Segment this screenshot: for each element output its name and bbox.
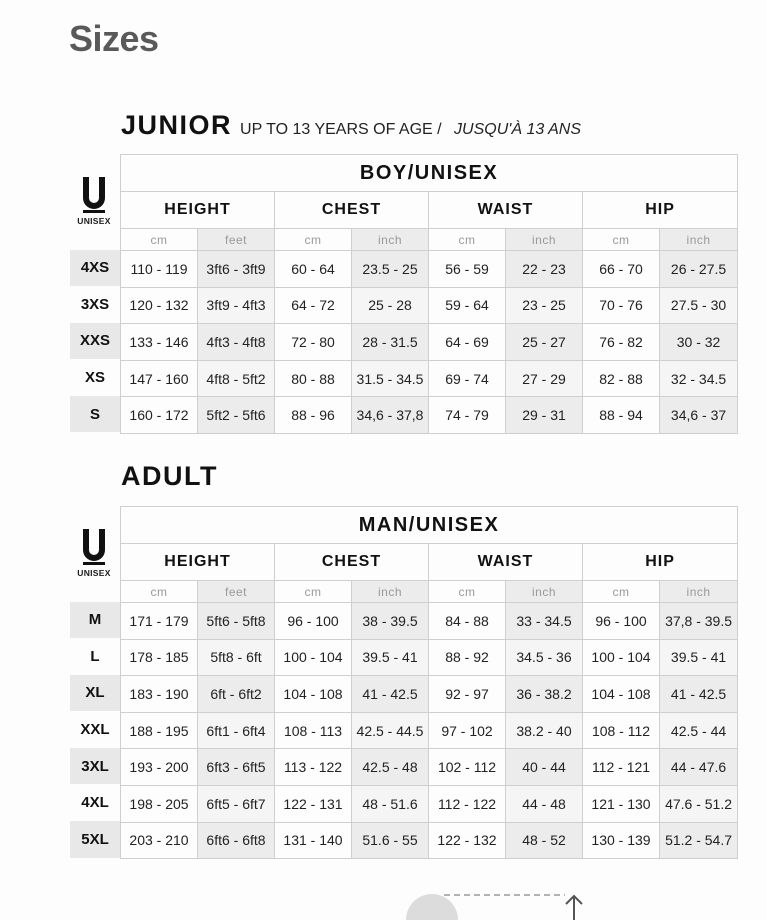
table-cell: 131 - 140 [275,822,352,859]
table-cell: 64 - 69 [429,324,506,361]
table-cell: 6ft1 - 6ft4 [198,712,275,749]
height-header: HEIGHT [121,192,275,229]
junior-size-table [120,154,738,434]
table-cell: 69 - 74 [429,360,506,397]
table-cell: 74 - 79 [429,397,506,434]
table-row [121,712,738,749]
table-row [121,603,738,640]
unisex-logo-junior [70,176,118,226]
table-cell: 183 - 190 [121,676,198,713]
table-cell: 178 - 185 [121,639,198,676]
table-cell: 38 - 39.5 [352,603,429,640]
table-cell: 33 - 34.5 [506,603,583,640]
table-cell: 64 - 72 [275,287,352,324]
hip-header: HIP [583,192,738,229]
adult-group-header: MAN/UNISEX [121,507,738,544]
table-cell: 122 - 131 [275,785,352,822]
table-cell: 56 - 59 [429,251,506,288]
unisex-logo-text: UNISEX [77,216,111,226]
table-cell: 6ft6 - 6ft8 [198,822,275,859]
unit-inch: inch [506,581,583,603]
table-cell: 122 - 132 [429,822,506,859]
table-cell: 88 - 96 [275,397,352,434]
table-cell: 60 - 64 [275,251,352,288]
table-cell: 25 - 28 [352,287,429,324]
table-cell: 31.5 - 34.5 [352,360,429,397]
table-cell: 27.5 - 30 [660,287,738,324]
table-cell: 198 - 205 [121,785,198,822]
waist-header: WAIST [429,544,583,581]
table-row [121,822,738,859]
unit-inch: inch [352,229,429,251]
size-label: 3XS [70,286,120,323]
table-cell: 88 - 92 [429,639,506,676]
size-label: XXL [70,711,120,748]
table-cell: 96 - 100 [275,603,352,640]
unisex-u-icon [80,528,108,566]
table-row [121,324,738,361]
size-label: 4XL [70,784,120,821]
table-cell: 112 - 121 [583,749,660,786]
table-cell: 5ft8 - 6ft [198,639,275,676]
table-cell: 121 - 130 [583,785,660,822]
unit-inch: inch [352,581,429,603]
unit-feet: feet [198,229,275,251]
table-cell: 171 - 179 [121,603,198,640]
size-label: L [70,638,120,675]
table-cell: 27 - 29 [506,360,583,397]
junior-size-column [70,250,120,433]
table-cell: 188 - 195 [121,712,198,749]
table-cell: 3ft6 - 3ft9 [198,251,275,288]
table-cell: 4ft3 - 4ft8 [198,324,275,361]
table-cell: 51.2 - 54.7 [660,822,738,859]
table-cell: 25 - 27 [506,324,583,361]
unit-inch: inch [660,229,738,251]
table-cell: 47.6 - 51.2 [660,785,738,822]
table-cell: 97 - 102 [429,712,506,749]
unit-cm: cm [429,581,506,603]
adult-size-table [120,506,738,859]
unit-cm: cm [275,581,352,603]
table-cell: 4ft8 - 5ft2 [198,360,275,397]
table-cell: 38.2 - 40 [506,712,583,749]
waist-header: WAIST [429,192,583,229]
table-cell: 34,6 - 37 [660,397,738,434]
table-cell: 70 - 76 [583,287,660,324]
table-cell: 51.6 - 55 [352,822,429,859]
table-row [121,397,738,434]
table-cell: 113 - 122 [275,749,352,786]
table-cell: 108 - 113 [275,712,352,749]
table-cell: 120 - 132 [121,287,198,324]
table-cell: 34,6 - 37,8 [352,397,429,434]
table-cell: 82 - 88 [583,360,660,397]
table-cell: 104 - 108 [275,676,352,713]
table-cell: 193 - 200 [121,749,198,786]
table-cell: 42.5 - 44.5 [352,712,429,749]
table-cell: 84 - 88 [429,603,506,640]
table-cell: 48 - 51.6 [352,785,429,822]
junior-subtitle-french: JUSQU'À 13 ANS [454,121,581,138]
table-row [121,639,738,676]
junior-heading [121,110,581,141]
table-cell: 5ft6 - 5ft8 [198,603,275,640]
size-label: XL [70,675,120,712]
table-cell: 36 - 38.2 [506,676,583,713]
table-cell: 23.5 - 25 [352,251,429,288]
size-label: 5XL [70,821,120,858]
table-cell: 22 - 23 [506,251,583,288]
table-cell: 41 - 42.5 [660,676,738,713]
table-cell: 80 - 88 [275,360,352,397]
table-cell: 100 - 104 [275,639,352,676]
size-label: 4XS [70,250,120,287]
table-cell: 6ft - 6ft2 [198,676,275,713]
table-cell: 108 - 112 [583,712,660,749]
table-row [121,287,738,324]
table-cell: 30 - 32 [660,324,738,361]
height-header: HEIGHT [121,544,275,581]
table-cell: 104 - 108 [583,676,660,713]
table-cell: 44 - 47.6 [660,749,738,786]
unit-inch: inch [506,229,583,251]
adult-size-column [70,602,120,858]
table-cell: 59 - 64 [429,287,506,324]
size-label: M [70,602,120,639]
scroll-up-decoration [400,890,590,920]
table-cell: 160 - 172 [121,397,198,434]
unit-cm: cm [583,229,660,251]
table-cell: 6ft3 - 6ft5 [198,749,275,786]
page-title: Sizes [69,18,159,59]
table-cell: 29 - 31 [506,397,583,434]
table-cell: 112 - 122 [429,785,506,822]
hip-header: HIP [583,544,738,581]
unit-feet: feet [198,581,275,603]
table-cell: 48 - 52 [506,822,583,859]
table-cell: 44 - 48 [506,785,583,822]
table-cell: 102 - 112 [429,749,506,786]
table-row [121,360,738,397]
table-cell: 39.5 - 41 [660,639,738,676]
table-cell: 88 - 94 [583,397,660,434]
junior-subtitle: UP TO 13 YEARS OF AGE / [240,121,442,138]
table-row [121,251,738,288]
junior-group-header: BOY/UNISEX [121,155,738,192]
arrow-up-icon [566,896,582,920]
table-cell: 66 - 70 [583,251,660,288]
table-cell: 34.5 - 36 [506,639,583,676]
size-label: 3XL [70,748,120,785]
table-cell: 40 - 44 [506,749,583,786]
unit-cm: cm [583,581,660,603]
unit-cm: cm [121,581,198,603]
table-cell: 3ft9 - 4ft3 [198,287,275,324]
adult-heading [121,461,218,492]
table-row [121,785,738,822]
table-cell: 133 - 146 [121,324,198,361]
table-row [121,676,738,713]
table-cell: 203 - 210 [121,822,198,859]
table-cell: 6ft5 - 6ft7 [198,785,275,822]
table-cell: 110 - 119 [121,251,198,288]
table-cell: 41 - 42.5 [352,676,429,713]
size-label: XXS [70,323,120,360]
table-cell: 147 - 160 [121,360,198,397]
table-cell: 26 - 27.5 [660,251,738,288]
unisex-logo-adult [70,528,118,578]
table-cell: 96 - 100 [583,603,660,640]
unit-cm: cm [121,229,198,251]
size-label: S [70,396,120,433]
circle-button-partial [406,894,458,920]
size-label: XS [70,359,120,396]
table-cell: 42.5 - 48 [352,749,429,786]
table-cell: 39.5 - 41 [352,639,429,676]
unisex-logo-text: UNISEX [77,568,111,578]
table-cell: 32 - 34.5 [660,360,738,397]
table-cell: 100 - 104 [583,639,660,676]
table-cell: 5ft2 - 5ft6 [198,397,275,434]
table-cell: 23 - 25 [506,287,583,324]
chest-header: CHEST [275,544,429,581]
adult-title: ADULT [121,461,218,491]
junior-title: JUNIOR [121,110,233,140]
unisex-u-icon [80,176,108,214]
table-cell: 92 - 97 [429,676,506,713]
table-cell: 72 - 80 [275,324,352,361]
table-cell: 28 - 31.5 [352,324,429,361]
unit-inch: inch [660,581,738,603]
unit-cm: cm [429,229,506,251]
table-cell: 42.5 - 44 [660,712,738,749]
table-cell: 130 - 139 [583,822,660,859]
table-cell: 76 - 82 [583,324,660,361]
unit-cm: cm [275,229,352,251]
table-row [121,749,738,786]
table-cell: 37,8 - 39.5 [660,603,738,640]
chest-header: CHEST [275,192,429,229]
